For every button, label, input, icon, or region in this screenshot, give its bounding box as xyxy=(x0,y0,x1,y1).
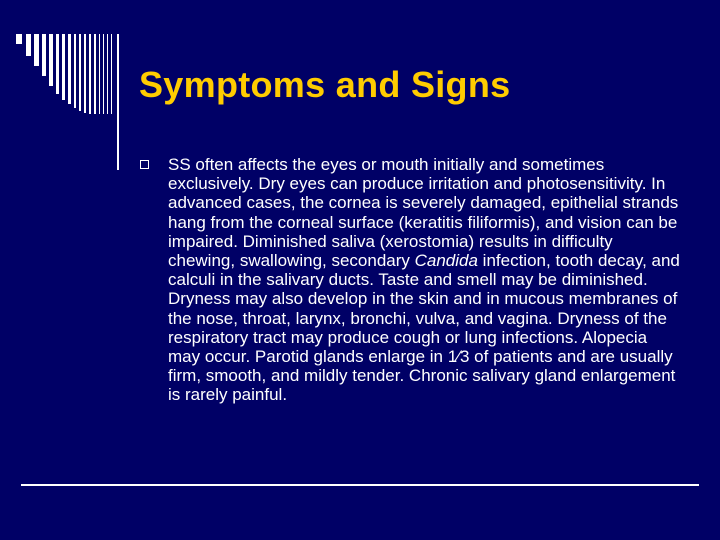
decorative-bar xyxy=(49,34,53,86)
slide-title: Symptoms and Signs xyxy=(139,64,511,105)
decorative-bar xyxy=(84,34,86,113)
decorative-bar xyxy=(111,34,112,114)
decorative-bar xyxy=(99,34,100,114)
decorative-bar xyxy=(16,34,22,44)
decorative-bar xyxy=(68,34,71,104)
decorative-bar xyxy=(107,34,108,114)
decorative-bar xyxy=(62,34,65,100)
decorative-bar xyxy=(42,34,46,76)
decorative-bar xyxy=(34,34,39,66)
bottom-divider xyxy=(21,484,699,486)
bullet-item xyxy=(140,155,680,405)
decorative-bar xyxy=(94,34,96,114)
decorative-bar xyxy=(26,34,31,56)
square-bullet-icon xyxy=(140,160,149,169)
bullet-text xyxy=(168,155,680,405)
decorative-bar xyxy=(56,34,59,94)
decorative-bar xyxy=(103,34,104,114)
bullet-text-part: SS often affects the eyes or mouth initially and sometimes exclusively. Dry eyes can produce irritation and photosensitivity. In advanced cases, the cornea is severely damaged, epithelial strands hang from the corneal surface (keratitis filiformis), and vision can be impaired. Diminished saliva (xerostomia) results in difficulty chewing, swallowing, secondary xyxy=(168,155,679,271)
decorative-bar xyxy=(79,34,81,111)
decorative-bars xyxy=(14,34,124,114)
decorative-bar xyxy=(74,34,76,108)
bullet-text-italic: Candida xyxy=(414,251,478,271)
vertical-divider xyxy=(117,34,119,170)
bullet-text-part: infection, tooth decay, and calculi in the salivary ducts. Taste and smell may be diminished. Dryness may also develop in the skin and in mucous membranes of the nose, throat, larynx, bronchi, vulva, and vagina. Dryness of the respiratory tract may produce cough or lung infections. Alopecia may occur. Parotid glands enlarge in 1⁄3 of patients and are usually firm, smooth, and mildly tender. Chronic salivary gland enlargement is rarely painful. xyxy=(168,251,680,405)
decorative-bar xyxy=(89,34,91,114)
